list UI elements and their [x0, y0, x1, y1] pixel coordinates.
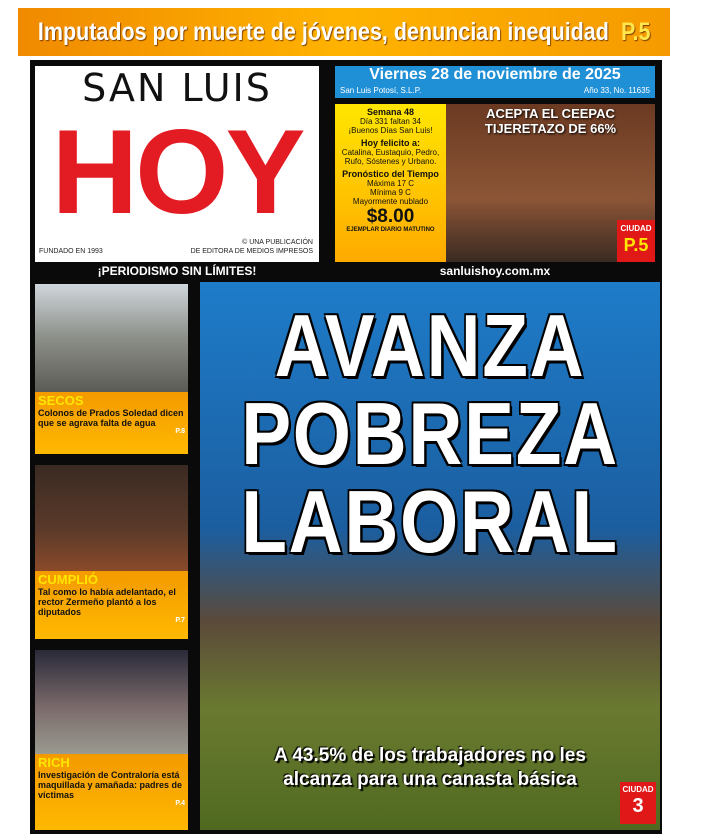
edition: EJEMPLAR DIARIO MATUTINO [346, 227, 435, 233]
story-photo-empty-chairs[interactable] [35, 465, 188, 571]
day-count: Día 331 faltan 34 [360, 117, 421, 126]
congrats-title: Hoy felicito a: [360, 138, 420, 148]
publisher-line: DE EDITORA DE MEDIOS IMPRESOS [190, 248, 313, 255]
main-subheadline [200, 744, 660, 792]
publisher-note [191, 238, 313, 256]
story-page: P.8 [175, 428, 185, 435]
badge-page: 3 [632, 795, 644, 817]
section-label: CIUDAD [17, 589, 26, 621]
forecast-min: Mínima 9 C [370, 188, 411, 197]
subheadline-line: alcanza para una canasta básica [283, 769, 577, 790]
story-photo-water-truck[interactable] [35, 284, 188, 392]
story-text: Tal como lo había adelantado, el rector Zermeño plantó a los diputados [38, 587, 176, 617]
headline-line: ACEPTA EL CEEPAC [486, 106, 615, 121]
top-banner-page: P.5 [620, 17, 651, 46]
top-banner[interactable] [18, 8, 670, 56]
website-link[interactable]: sanluishoy.com.mx [439, 264, 551, 278]
story-keyword: CUMPLIÓ [38, 572, 98, 587]
subheadline-line: A 43.5% de los trabajadores no les [274, 745, 586, 766]
section-badge [620, 782, 656, 824]
congrats-names: Catalina, Eustaquio, Pedro, Rufo, Sóstenes y Urbano. [341, 148, 440, 166]
section-label: SOLEDAD [17, 403, 26, 443]
headline-line: LABORAL [241, 472, 619, 571]
info-box [335, 104, 446, 262]
city: San Luis Potosí, S.L.P. [340, 86, 422, 95]
issue-date: Viernes 28 de noviembre de 2025 [369, 66, 621, 83]
logo-san-luis: SAN LUIS [82, 66, 272, 110]
story-keyword: RICH [38, 755, 70, 770]
masthead-logo [35, 66, 319, 262]
main-headline [235, 296, 626, 571]
story-page: P.4 [175, 800, 185, 807]
top-story-photo[interactable] [446, 104, 655, 262]
badge-section: CIUDAD [620, 224, 652, 233]
greeting: ¡Buenos Días San Luis! [348, 126, 433, 135]
headline-line: TIJERETAZO DE 66% [484, 121, 617, 136]
forecast-title: Pronóstico del Tiempo [342, 169, 439, 179]
side-story[interactable] [35, 392, 188, 454]
date-bar [335, 66, 655, 98]
story-text: Colonos de Prados Soledad dicen que se agrava falta de agua [38, 408, 184, 428]
story-page: P.7 [175, 617, 185, 624]
top-story-headline [446, 106, 655, 136]
top-banner-headline: Imputados por muerte de jóvenes, denuncian inequidad [37, 17, 609, 46]
side-story[interactable] [35, 571, 188, 639]
top-banner-text [38, 18, 651, 47]
main-story[interactable] [200, 282, 660, 830]
slogan: ¡PERIODISMO SIN LÍMITES! [97, 264, 257, 278]
logo-hoy: HOY [51, 105, 303, 239]
story-photo-building[interactable] [35, 650, 188, 754]
headline-line: POBREZA [241, 384, 619, 483]
section-label: CIUDAD [17, 776, 26, 808]
forecast-max: Máxima 17 C [366, 179, 415, 188]
story-keyword: SECOS [38, 393, 84, 408]
side-story[interactable] [35, 754, 188, 830]
headline-line: AVANZA [274, 296, 586, 395]
founded-note: FUNDADO EN 1993 [39, 248, 103, 255]
badge-section: CIUDAD [622, 785, 654, 794]
badge-page: P.5 [623, 235, 649, 255]
section-badge [617, 220, 655, 262]
forecast-sky: Mayormente nublado [352, 197, 429, 206]
price: $8.00 [366, 206, 415, 227]
publisher-line: © UNA PUBLICACIÓN [242, 239, 313, 246]
week: Semana 48 [366, 107, 415, 117]
story-text: Investigación de Contraloría está maquillada y amañada: padres de víctimas [38, 770, 183, 800]
issue-number: Año 33, No. 11635 [583, 86, 650, 95]
